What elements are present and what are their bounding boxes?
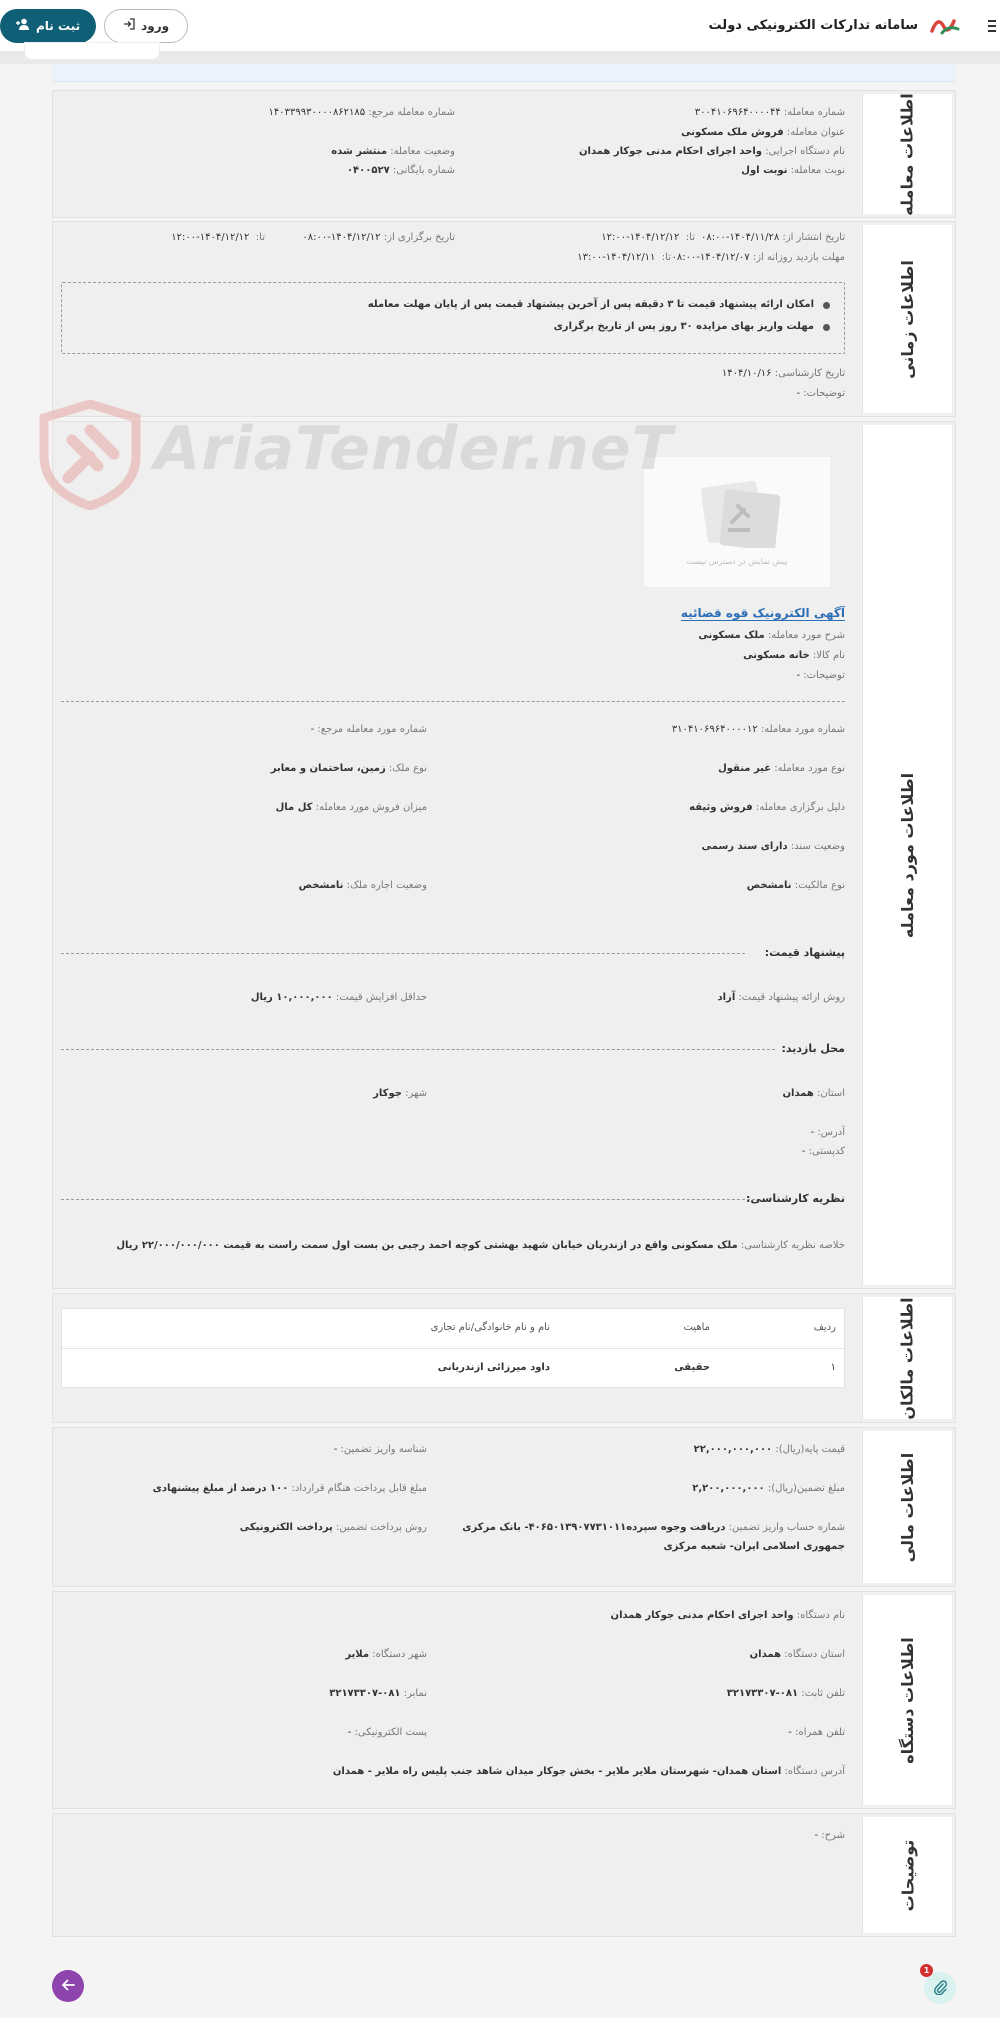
publish-from-field: تاریخ انتشار از: ۱۴۰۴/۱۱/۲۸-۰۸:۰۰: [701, 232, 845, 243]
section-label-deal: [862, 94, 952, 214]
section-finance-info: [52, 1427, 956, 1587]
account-field: شماره حساب واریز تضمین: دریافت وجوه سپرده۴۰۶۵۰۱۳۹۰۷۷۳۱۰۱۱- بانک مرکزی: [462, 1522, 845, 1533]
visit-to-field: تا: ۱۴۰۴/۱۲/۱۱-۱۳:۰۰: [577, 252, 671, 263]
login-button[interactable]: [104, 9, 188, 43]
col-row: ردیف: [813, 1322, 836, 1333]
table-row: [62, 1349, 844, 1389]
cell-type: حقیقی: [674, 1362, 710, 1373]
section-title: اطلاعات معامله: [898, 92, 917, 216]
deal-status-field: وضعیت معامله: منتشر شده: [331, 146, 455, 157]
logo-icon: [928, 11, 962, 41]
deal-round-field: نوبت معامله: نوبت اول: [741, 165, 845, 176]
register-button[interactable]: [0, 9, 96, 43]
section-title: اطلاعات مالکان: [898, 1296, 917, 1420]
divider: [61, 1199, 755, 1200]
pay-method-field: روش پرداخت تضمین: پرداخت الکترونیکی: [239, 1522, 427, 1533]
no-image-icon: [682, 478, 792, 551]
section-body: [53, 1428, 859, 1586]
notice-item: مهلت واریز بهای مزایده ۳۰ روز پس از تاریخ برگزاری: [553, 321, 814, 332]
org-name-field: نام دستگاه: واحد اجرای احکام مدنی جوکار همدان: [610, 1610, 845, 1621]
menu-icon[interactable]: [980, 19, 996, 33]
divider: [61, 1049, 775, 1050]
visit-place-title: محل بازدید:: [781, 1042, 845, 1055]
org-address-field: آدرس دستگاه: استان همدان- شهرستان ملایر ملایر - بخش جوکار میدان شاهد جنب پلیس راه ملایر - همدان: [332, 1766, 845, 1777]
ref-number-field: شماره معامله مرجع: ۱۴۰۳۳۹۹۳۰۰۰۰۸۶۲۱۸۵: [268, 107, 455, 118]
login-label: ورود: [141, 18, 170, 33]
user-plus-icon: [16, 18, 30, 33]
section-body: [53, 1294, 859, 1422]
section-body: [53, 1592, 859, 1808]
ownership-field: نوع مالکیت: نامشخص: [746, 880, 845, 891]
deal-title-field: عنوان معامله: فروش ملک مسکونی: [681, 127, 845, 138]
fax-field: نمابر: ۰۸۱-۳۲۱۷۳۳۰۷: [329, 1688, 427, 1699]
time-desc-field: توضیحات: -: [796, 388, 845, 399]
contract-pay-field: مبلغ قابل پرداخت هنگام قرارداد: ۱۰۰ درصد از مبلغ پیشنهادی: [152, 1483, 427, 1494]
sale-amount-field: میزان فروش مورد معامله: کل مال: [275, 802, 427, 813]
section-label-item: [862, 425, 952, 1285]
dropdown-tab: [24, 42, 160, 60]
cell-row: ۱: [830, 1362, 836, 1373]
image-caption: پیش نمایش در دسترس نیست: [686, 557, 788, 566]
postal-field: کدپستی: -: [801, 1146, 845, 1157]
col-type: ماهیت: [683, 1322, 710, 1333]
city-field: شهر: جوکار: [373, 1088, 427, 1099]
province-field: استان: همدان: [782, 1088, 845, 1099]
desc-field: شرح: -: [814, 1830, 845, 1841]
back-button[interactable]: [52, 1970, 84, 2002]
divider: [61, 953, 745, 954]
doc-status-field: وضعیت سند: دارای سند رسمی: [701, 841, 845, 852]
account-line2: جمهوری اسلامی ایران- شعبه مرکزی: [663, 1541, 845, 1552]
info-bar: [52, 64, 956, 82]
section-label-finance: [862, 1431, 952, 1583]
archive-field: شماره بایگانی: ۰۴۰۰۵۲۷: [346, 165, 455, 176]
price-offer-title: پیشنهاد قیمت:: [764, 946, 845, 959]
divider: [61, 701, 845, 702]
section-deal-info: [52, 90, 956, 218]
item-ref-field: شماره مورد معامله مرجع: -: [310, 724, 427, 735]
section-title: توضیحات: [898, 1839, 917, 1911]
site-title: سامانه تدارکات الکترونیکی دولت: [708, 18, 918, 33]
property-type-field: نوع ملک: زمین، ساختمان و معابر: [270, 763, 427, 774]
item-notes-field: توضیحات: -: [796, 670, 845, 681]
col-name: نام و نام خانوادگی/نام تجاری: [430, 1322, 550, 1333]
hold-to-field: تا: ۱۴۰۴/۱۲/۱۲-۱۲:۰۰: [171, 232, 265, 243]
deposit-id-field: شناسه واریز تضمین: -: [333, 1444, 427, 1455]
watermark-text: AriaTender.neT: [154, 414, 674, 484]
section-body: [53, 1814, 859, 1936]
offer-method-field: روش ارائه پیشنهاد قیمت: آزاد: [717, 992, 845, 1003]
item-type-field: نوع مورد معامله: غیر منقول: [718, 763, 845, 774]
visit-from-field: مهلت بازدید روزانه از: ۱۴۰۴/۱۲/۰۷-۰۸:۰۰: [671, 252, 845, 263]
mobile-field: تلفن همراه: -: [788, 1727, 845, 1738]
expert-date-field: تاریخ کارشناسی: ۱۴۰۴/۱۰/۱۶: [721, 368, 845, 379]
hold-from-field: تاریخ برگزاری از: ۱۴۰۴/۱۲/۱۲-۰۸:۰۰: [302, 232, 455, 243]
owners-table: [61, 1308, 845, 1388]
attachments-button[interactable]: [924, 1972, 956, 2004]
phone-field: تلفن ثابت: ۰۸۱-۳۲۱۷۳۳۰۷: [726, 1688, 845, 1699]
section-label-time: [862, 225, 952, 413]
section-title: اطلاعات مالی: [898, 1452, 917, 1562]
item-number-field: شماره مورد معامله: ۳۱۰۴۱۰۶۹۶۴۰۰۰۰۱۲: [671, 724, 845, 735]
expert-summary-field: خلاصه نظریه کارشناسی: ملک مسکونی واقع در ازندریان خیابان شهید بهشتی کوچه احمد رجبی بن بست اول سمت راست به قیمت ۲۲/۰۰۰/۰۰۰/۰۰۰ ریال: [116, 1240, 845, 1251]
section-org-info: [52, 1591, 956, 1809]
item-desc-field: شرح مورد معامله: ملک مسکونی: [698, 630, 845, 641]
section-label-org: [862, 1595, 952, 1805]
section-owners-info: [52, 1293, 956, 1423]
item-image-placeholder: [643, 456, 831, 588]
paperclip-icon: [933, 1979, 947, 1998]
section-title: اطلاعات مورد معامله: [898, 772, 917, 938]
expert-title: نظریه کارشناسی:: [746, 1192, 845, 1205]
min-increase-field: حداقل افزایش قیمت: ۱۰,۰۰۰,۰۰۰ ریال: [250, 992, 427, 1003]
section-time-info: [52, 221, 956, 417]
login-icon: [123, 18, 135, 33]
address-field: آدرس: -: [810, 1127, 845, 1138]
section-title: اطلاعات دستگاه: [898, 1636, 917, 1764]
goods-field: نام کالا: خانه مسکونی: [743, 650, 845, 661]
section-title: اطلاعات زمانی: [897, 259, 917, 379]
notice-item: امکان ارائه پیشنهاد قیمت تا ۳ دقیقه پس از آخرین پیشنهاد قیمت پس از پایان مهلت معامله: [367, 299, 814, 310]
guarantee-field: مبلغ تضمین(ریال): ۲,۲۰۰,۰۰۰,۰۰۰: [692, 1483, 845, 1494]
header-brand: [709, 11, 1000, 41]
section-body: [53, 222, 859, 416]
notice-box: [61, 282, 845, 354]
item-link-title[interactable]: آگهی الکترونیک قوه قضائیه: [680, 606, 845, 620]
org-city-field: شهر دستگاه: ملایر: [345, 1649, 427, 1660]
lease-field: وضعیت اجاره ملک: نامشخص: [298, 880, 427, 891]
section-body: [53, 422, 859, 1288]
section-item-info: [52, 421, 956, 1289]
table-header-row: [62, 1309, 844, 1349]
reason-field: دلیل برگزاری معامله: فروش وثیقه: [689, 802, 845, 813]
section-label-desc: [862, 1817, 952, 1933]
base-price-field: قیمت پایه(ریال): ۲۲,۰۰۰,۰۰۰,۰۰۰: [693, 1444, 845, 1455]
section-label-owners: [862, 1297, 952, 1419]
attachments-badge: 1: [920, 1964, 933, 1977]
register-label: ثبت نام: [36, 18, 81, 33]
cell-name: داود میرزائی ازندریانی: [437, 1362, 550, 1373]
deal-number-field: شماره معامله: ۳۰۰۴۱۰۶۹۶۴۰۰۰۰۴۴: [694, 107, 845, 118]
org-field: نام دستگاه اجرایی: واحد اجرای احکام مدنی جوکار همدان: [578, 146, 845, 157]
org-province-field: استان دستگاه: همدان: [749, 1649, 845, 1660]
email-field: پست الکترونیکی: -: [347, 1727, 427, 1738]
section-body: [53, 91, 859, 217]
back-arrow-icon: [61, 1978, 75, 1995]
header-actions: [0, 9, 188, 43]
section-description: [52, 1813, 956, 1937]
publish-to-field: تا: ۱۴۰۴/۱۲/۱۲-۱۲:۰۰: [601, 232, 695, 243]
